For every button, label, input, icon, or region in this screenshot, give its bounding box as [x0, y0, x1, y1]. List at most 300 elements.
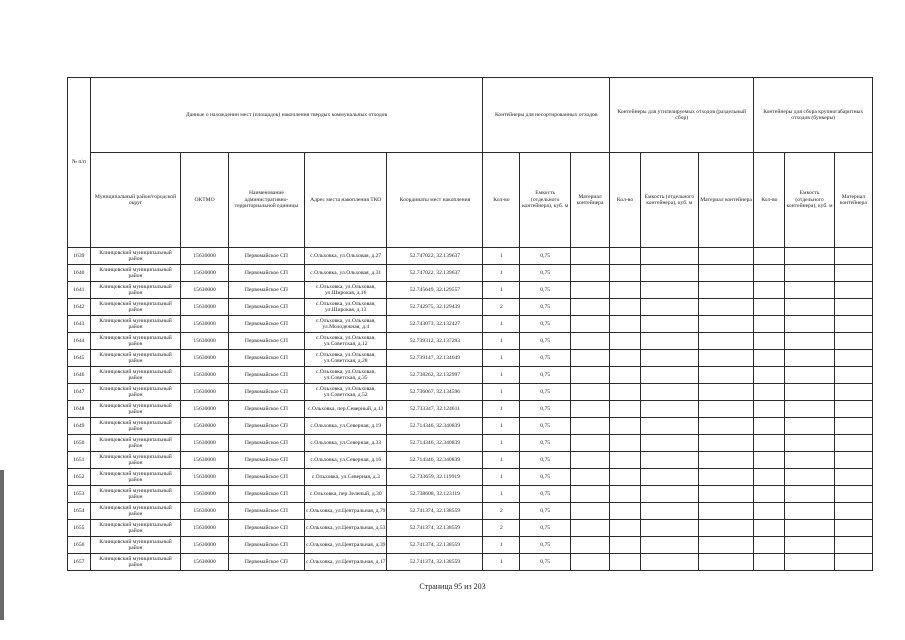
row-oktmo: 15630000 — [181, 554, 228, 571]
header-material-sorted: Материал контейнера — [698, 153, 754, 248]
row-empty-cell — [570, 248, 609, 265]
table-row — [68, 350, 873, 367]
row-coords: 52.714346, 32.340839 — [387, 452, 483, 469]
row-coords: 52.739147, 32.134649 — [387, 350, 483, 367]
row-capacity: 0,75 — [520, 554, 571, 571]
row-capacity: 0,75 — [520, 452, 571, 469]
row-empty-cell — [785, 299, 834, 316]
row-empty-cell — [754, 367, 785, 384]
row-empty-cell — [785, 350, 834, 367]
row-territory: Первомайское СП — [228, 316, 304, 333]
row-empty-cell — [610, 384, 641, 401]
row-empty-cell — [570, 299, 609, 316]
row-district: Клинцовский муниципальный район — [90, 299, 181, 316]
row-empty-cell — [698, 537, 754, 554]
row-empty-cell — [610, 350, 641, 367]
header-capacity-bulky: Емкость (отдельного контейнера), куб. м — [785, 153, 834, 248]
row-oktmo: 15630000 — [181, 384, 228, 401]
row-empty-cell — [834, 469, 872, 486]
row-empty-cell — [785, 469, 834, 486]
row-district: Клинцовский муниципальный район — [90, 469, 181, 486]
row-empty-cell — [698, 486, 754, 503]
row-qty: 1 — [483, 418, 520, 435]
row-empty-cell — [698, 384, 754, 401]
row-address: с.Ольховка, ул.Ольховая, ул.Советская, д.28 — [305, 350, 387, 367]
row-capacity: 0,75 — [520, 469, 571, 486]
header-group-sites: Данные о нахождении мест (площадок) накопления твердых коммунальных отходов — [90, 78, 483, 153]
row-capacity: 0,75 — [520, 248, 571, 265]
row-empty-cell — [754, 520, 785, 537]
row-territory: Первомайское СП — [228, 367, 304, 384]
row-district: Клинцовский муниципальный район — [90, 316, 181, 333]
row-empty-cell — [641, 384, 699, 401]
row-territory: Первомайское СП — [228, 299, 304, 316]
row-empty-cell — [641, 316, 699, 333]
header-qty-sorted: Кол-во — [610, 153, 641, 248]
row-oktmo: 15630000 — [181, 435, 228, 452]
row-capacity: 0,75 — [520, 503, 571, 520]
table-row — [68, 265, 873, 282]
row-qty: 2 — [483, 503, 520, 520]
row-district: Клинцовский муниципальный район — [90, 418, 181, 435]
row-empty-cell — [698, 316, 754, 333]
row-empty-cell — [785, 435, 834, 452]
row-empty-cell — [754, 486, 785, 503]
row-empty-cell — [610, 401, 641, 418]
row-oktmo: 15630000 — [181, 282, 228, 299]
row-territory: Первомайское СП — [228, 520, 304, 537]
row-oktmo: 15630000 — [181, 520, 228, 537]
row-address: с.Ольховка, ул.Северная, д.33 — [305, 435, 387, 452]
row-oktmo: 15630000 — [181, 503, 228, 520]
row-qty: 1 — [483, 265, 520, 282]
row-oktmo: 15630000 — [181, 248, 228, 265]
table-row — [68, 486, 873, 503]
row-qty: 1 — [483, 316, 520, 333]
row-empty-cell — [698, 350, 754, 367]
row-qty: 1 — [483, 384, 520, 401]
row-empty-cell — [698, 520, 754, 537]
row-empty-cell — [754, 435, 785, 452]
row-district: Клинцовский муниципальный район — [90, 282, 181, 299]
waste-sites-table — [67, 77, 873, 571]
row-number: 1657 — [68, 554, 91, 571]
row-qty: 1 — [483, 282, 520, 299]
row-coords: 52.747022, 32.139637 — [387, 265, 483, 282]
row-empty-cell — [834, 537, 872, 554]
row-empty-cell — [570, 265, 609, 282]
row-number: 1648 — [68, 401, 91, 418]
row-empty-cell — [641, 469, 699, 486]
row-address: с.Ольховка, ул.Ольховая, ул.Молодежная, д.4 — [305, 316, 387, 333]
row-empty-cell — [834, 384, 872, 401]
row-coords: 52.741374, 32.138559 — [387, 537, 483, 554]
row-capacity: 0,75 — [520, 418, 571, 435]
row-coords: 52.733659, 32.119919 — [387, 469, 483, 486]
row-empty-cell — [785, 384, 834, 401]
row-address: с.Ольховка, ул.Центральная, д.79 — [305, 503, 387, 520]
header-capacity-sorted: Емкость (отдельного контейнера), куб. м — [641, 153, 699, 248]
row-empty-cell — [610, 248, 641, 265]
row-capacity: 0,75 — [520, 299, 571, 316]
row-capacity: 0,75 — [520, 401, 571, 418]
table-row — [68, 333, 873, 350]
row-empty-cell — [570, 401, 609, 418]
header-coords: Координаты мест накопления — [387, 153, 483, 248]
row-oktmo: 15630000 — [181, 367, 228, 384]
row-empty-cell — [785, 265, 834, 282]
row-district: Клинцовский муниципальный район — [90, 486, 181, 503]
row-empty-cell — [834, 316, 872, 333]
table-row — [68, 282, 873, 299]
row-empty-cell — [834, 452, 872, 469]
row-number: 1642 — [68, 299, 91, 316]
scan-edge-shadow — [0, 470, 4, 620]
header-group-sorted: Контейнеры для утилизируемых отходов (раздельный сбор) — [610, 78, 754, 153]
row-territory: Первомайское СП — [228, 418, 304, 435]
header-group-bulky: Контейнеры для сбора крупногабаритных отходов (бункеры) — [754, 78, 873, 153]
row-empty-cell — [610, 333, 641, 350]
row-empty-cell — [834, 367, 872, 384]
row-empty-cell — [834, 282, 872, 299]
row-coords: 52.739312, 32.137293 — [387, 333, 483, 350]
row-empty-cell — [754, 299, 785, 316]
row-empty-cell — [785, 554, 834, 571]
row-number: 1640 — [68, 265, 91, 282]
row-empty-cell — [570, 486, 609, 503]
row-empty-cell — [698, 452, 754, 469]
row-empty-cell — [570, 554, 609, 571]
row-empty-cell — [785, 248, 834, 265]
row-empty-cell — [785, 537, 834, 554]
row-capacity: 0,75 — [520, 537, 571, 554]
row-empty-cell — [698, 435, 754, 452]
row-address: с.Ольховка, ул.Ольховая, д.27 — [305, 248, 387, 265]
row-district: Клинцовский муниципальный район — [90, 435, 181, 452]
table-row — [68, 537, 873, 554]
row-territory: Первомайское СП — [228, 282, 304, 299]
row-qty: 2 — [483, 520, 520, 537]
row-empty-cell — [754, 384, 785, 401]
row-capacity: 0,75 — [520, 350, 571, 367]
row-number: 1654 — [68, 503, 91, 520]
row-empty-cell — [834, 401, 872, 418]
row-empty-cell — [641, 537, 699, 554]
row-number: 1650 — [68, 435, 91, 452]
row-territory: Первомайское СП — [228, 248, 304, 265]
row-empty-cell — [698, 299, 754, 316]
table-row — [68, 452, 873, 469]
row-empty-cell — [834, 520, 872, 537]
row-district: Клинцовский муниципальный район — [90, 367, 181, 384]
row-empty-cell — [570, 418, 609, 435]
row-number: 1651 — [68, 452, 91, 469]
row-number: 1655 — [68, 520, 91, 537]
table-row — [68, 299, 873, 316]
row-empty-cell — [610, 503, 641, 520]
row-empty-cell — [610, 554, 641, 571]
row-district: Клинцовский муниципальный район — [90, 350, 181, 367]
row-district: Клинцовский муниципальный район — [90, 333, 181, 350]
row-empty-cell — [610, 282, 641, 299]
row-empty-cell — [641, 248, 699, 265]
row-capacity: 0,75 — [520, 316, 571, 333]
row-empty-cell — [785, 452, 834, 469]
row-empty-cell — [641, 299, 699, 316]
row-qty: 1 — [483, 367, 520, 384]
row-empty-cell — [834, 350, 872, 367]
row-empty-cell — [698, 554, 754, 571]
row-district: Клинцовский муниципальный район — [90, 452, 181, 469]
row-coords: 52.736067, 32.134596 — [387, 384, 483, 401]
header-address: Адрес места накопления ТКО — [305, 153, 387, 248]
header-qty-nonsorted: Кол-во — [483, 153, 520, 248]
header-territory: Наименование административно-территориальной единицы — [228, 153, 304, 248]
row-number: 1646 — [68, 367, 91, 384]
row-empty-cell — [641, 367, 699, 384]
header-oktmo: ОКТМО — [181, 153, 228, 248]
table-row — [68, 469, 873, 486]
row-empty-cell — [698, 265, 754, 282]
row-empty-cell — [570, 384, 609, 401]
row-address: с.Ольховка, ул.Ольховая, ул.Советская, д.52 — [305, 384, 387, 401]
row-empty-cell — [641, 401, 699, 418]
row-empty-cell — [785, 503, 834, 520]
row-qty: 1 — [483, 452, 520, 469]
row-empty-cell — [754, 452, 785, 469]
row-empty-cell — [834, 265, 872, 282]
row-territory: Первомайское СП — [228, 503, 304, 520]
row-qty: 1 — [483, 554, 520, 571]
row-empty-cell — [610, 537, 641, 554]
row-address: с.Ольховка, ул.Центральная, д.17 — [305, 554, 387, 571]
row-empty-cell — [834, 248, 872, 265]
row-empty-cell — [610, 435, 641, 452]
row-coords: 52.738262, 32.132997 — [387, 367, 483, 384]
row-territory: Первомайское СП — [228, 384, 304, 401]
row-oktmo: 15630000 — [181, 418, 228, 435]
table-row — [68, 248, 873, 265]
row-territory: Первомайское СП — [228, 401, 304, 418]
row-oktmo: 15630000 — [181, 452, 228, 469]
row-empty-cell — [785, 520, 834, 537]
row-empty-cell — [698, 401, 754, 418]
row-empty-cell — [641, 486, 699, 503]
row-number: 1656 — [68, 537, 91, 554]
table-row — [68, 316, 873, 333]
row-address: с.Ольховка, ул.Ольховая, ул.Советская, д.12 — [305, 333, 387, 350]
table-row — [68, 520, 873, 537]
header-row-number: № п/п — [68, 78, 91, 248]
row-district: Клинцовский муниципальный район — [90, 537, 181, 554]
row-empty-cell — [570, 503, 609, 520]
header-capacity-nonsorted: Емкость (отдельного контейнера), куб. м — [520, 153, 571, 248]
row-qty: 2 — [483, 299, 520, 316]
row-qty: 1 — [483, 350, 520, 367]
row-empty-cell — [698, 418, 754, 435]
row-oktmo: 15630000 — [181, 333, 228, 350]
row-empty-cell — [785, 418, 834, 435]
row-address: с.Ольховка, ул.Ольховая, ул.Широкая, д.13 — [305, 299, 387, 316]
row-empty-cell — [641, 333, 699, 350]
row-capacity: 0,75 — [520, 486, 571, 503]
table-row — [68, 401, 873, 418]
row-oktmo: 15630000 — [181, 401, 228, 418]
header-group-nonsorted: Контейнеры для несортированных отходов — [483, 78, 610, 153]
page-footer: Страница 95 из 203 — [419, 582, 486, 591]
row-number: 1644 — [68, 333, 91, 350]
row-empty-cell — [570, 316, 609, 333]
row-empty-cell — [754, 350, 785, 367]
header-qty-bulky: Кол-во — [754, 153, 785, 248]
row-qty: 1 — [483, 537, 520, 554]
row-address: с.Ольховка, пер.Зеленый, д.30 — [305, 486, 387, 503]
row-empty-cell — [698, 367, 754, 384]
row-address: с.Ольховка, ул.Северная, д.3 — [305, 469, 387, 486]
table-row — [68, 503, 873, 520]
row-empty-cell — [610, 418, 641, 435]
row-number: 1649 — [68, 418, 91, 435]
row-coords: 52.743073, 32.132427 — [387, 316, 483, 333]
row-district: Клинцовский муниципальный район — [90, 248, 181, 265]
row-qty: 1 — [483, 333, 520, 350]
row-empty-cell — [570, 367, 609, 384]
row-empty-cell — [785, 316, 834, 333]
row-empty-cell — [754, 469, 785, 486]
row-qty: 1 — [483, 401, 520, 418]
row-empty-cell — [641, 554, 699, 571]
row-capacity: 0,75 — [520, 520, 571, 537]
row-empty-cell — [754, 418, 785, 435]
row-empty-cell — [570, 452, 609, 469]
table-body — [68, 248, 873, 571]
row-empty-cell — [570, 350, 609, 367]
row-empty-cell — [570, 537, 609, 554]
row-empty-cell — [570, 520, 609, 537]
table-row — [68, 435, 873, 452]
row-empty-cell — [641, 282, 699, 299]
row-empty-cell — [570, 333, 609, 350]
row-qty: 1 — [483, 248, 520, 265]
row-capacity: 0,75 — [520, 367, 571, 384]
row-empty-cell — [570, 282, 609, 299]
row-number: 1647 — [68, 384, 91, 401]
row-empty-cell — [785, 367, 834, 384]
row-empty-cell — [610, 299, 641, 316]
row-empty-cell — [610, 469, 641, 486]
row-coords: 52.745649, 32.129557 — [387, 282, 483, 299]
row-empty-cell — [610, 316, 641, 333]
row-territory: Первомайское СП — [228, 537, 304, 554]
row-qty: 1 — [483, 435, 520, 452]
row-coords: 52.741374, 32.138559 — [387, 520, 483, 537]
row-district: Клинцовский муниципальный район — [90, 384, 181, 401]
row-empty-cell — [834, 299, 872, 316]
row-capacity: 0,75 — [520, 435, 571, 452]
header-material-bulky: Материал контейнера — [834, 153, 872, 248]
row-empty-cell — [754, 248, 785, 265]
row-empty-cell — [698, 333, 754, 350]
row-district: Клинцовский муниципальный район — [90, 503, 181, 520]
row-number: 1643 — [68, 316, 91, 333]
row-oktmo: 15630000 — [181, 299, 228, 316]
header-material-nonsorted: Материал контейнера — [570, 153, 609, 248]
row-oktmo: 15630000 — [181, 265, 228, 282]
row-qty: 1 — [483, 486, 520, 503]
row-address: с.Ольховка, ул.Центральная, д.39 — [305, 537, 387, 554]
row-empty-cell — [754, 537, 785, 554]
row-empty-cell — [754, 316, 785, 333]
row-district: Клинцовский муниципальный район — [90, 401, 181, 418]
row-oktmo: 15630000 — [181, 486, 228, 503]
row-empty-cell — [698, 248, 754, 265]
row-number: 1645 — [68, 350, 91, 367]
row-address: с.Ольховка, ул.Северная, д.19 — [305, 418, 387, 435]
row-empty-cell — [754, 554, 785, 571]
row-empty-cell — [698, 503, 754, 520]
row-coords: 52.714346, 32.340839 — [387, 435, 483, 452]
row-territory: Первомайское СП — [228, 333, 304, 350]
row-number: 1653 — [68, 486, 91, 503]
row-empty-cell — [641, 265, 699, 282]
row-empty-cell — [785, 486, 834, 503]
row-oktmo: 15630000 — [181, 316, 228, 333]
row-capacity: 0,75 — [520, 384, 571, 401]
row-territory: Первомайское СП — [228, 435, 304, 452]
row-qty: 1 — [483, 469, 520, 486]
row-empty-cell — [610, 265, 641, 282]
row-territory: Первомайское СП — [228, 469, 304, 486]
row-empty-cell — [834, 418, 872, 435]
row-oktmo: 15630000 — [181, 469, 228, 486]
table-row — [68, 554, 873, 571]
row-empty-cell — [698, 282, 754, 299]
row-number: 1652 — [68, 469, 91, 486]
row-empty-cell — [785, 282, 834, 299]
row-empty-cell — [610, 520, 641, 537]
row-coords: 52.742975, 32.129439 — [387, 299, 483, 316]
row-district: Клинцовский муниципальный район — [90, 554, 181, 571]
row-capacity: 0,75 — [520, 333, 571, 350]
row-empty-cell — [698, 469, 754, 486]
row-empty-cell — [610, 452, 641, 469]
row-coords: 52.733347, 32.124611 — [387, 401, 483, 418]
row-empty-cell — [570, 435, 609, 452]
row-empty-cell — [754, 401, 785, 418]
row-empty-cell — [834, 503, 872, 520]
table-row — [68, 418, 873, 435]
table-row — [68, 367, 873, 384]
row-empty-cell — [641, 350, 699, 367]
row-coords: 52.741374, 32.138559 — [387, 503, 483, 520]
row-empty-cell — [754, 333, 785, 350]
row-territory: Первомайское СП — [228, 452, 304, 469]
row-empty-cell — [610, 486, 641, 503]
row-empty-cell — [834, 435, 872, 452]
row-coords: 52.747022, 32.139637 — [387, 248, 483, 265]
row-empty-cell — [570, 469, 609, 486]
row-address: с.Ольховка, пер.Северный, д.13 — [305, 401, 387, 418]
row-territory: Первомайское СП — [228, 350, 304, 367]
row-oktmo: 15630000 — [181, 537, 228, 554]
row-coords: 52.714346, 32.340839 — [387, 418, 483, 435]
header-district: Муниципальный район/городской округ — [90, 153, 181, 248]
row-empty-cell — [641, 452, 699, 469]
row-empty-cell — [610, 367, 641, 384]
row-territory: Первомайское СП — [228, 265, 304, 282]
row-district: Клинцовский муниципальный район — [90, 265, 181, 282]
row-empty-cell — [754, 282, 785, 299]
